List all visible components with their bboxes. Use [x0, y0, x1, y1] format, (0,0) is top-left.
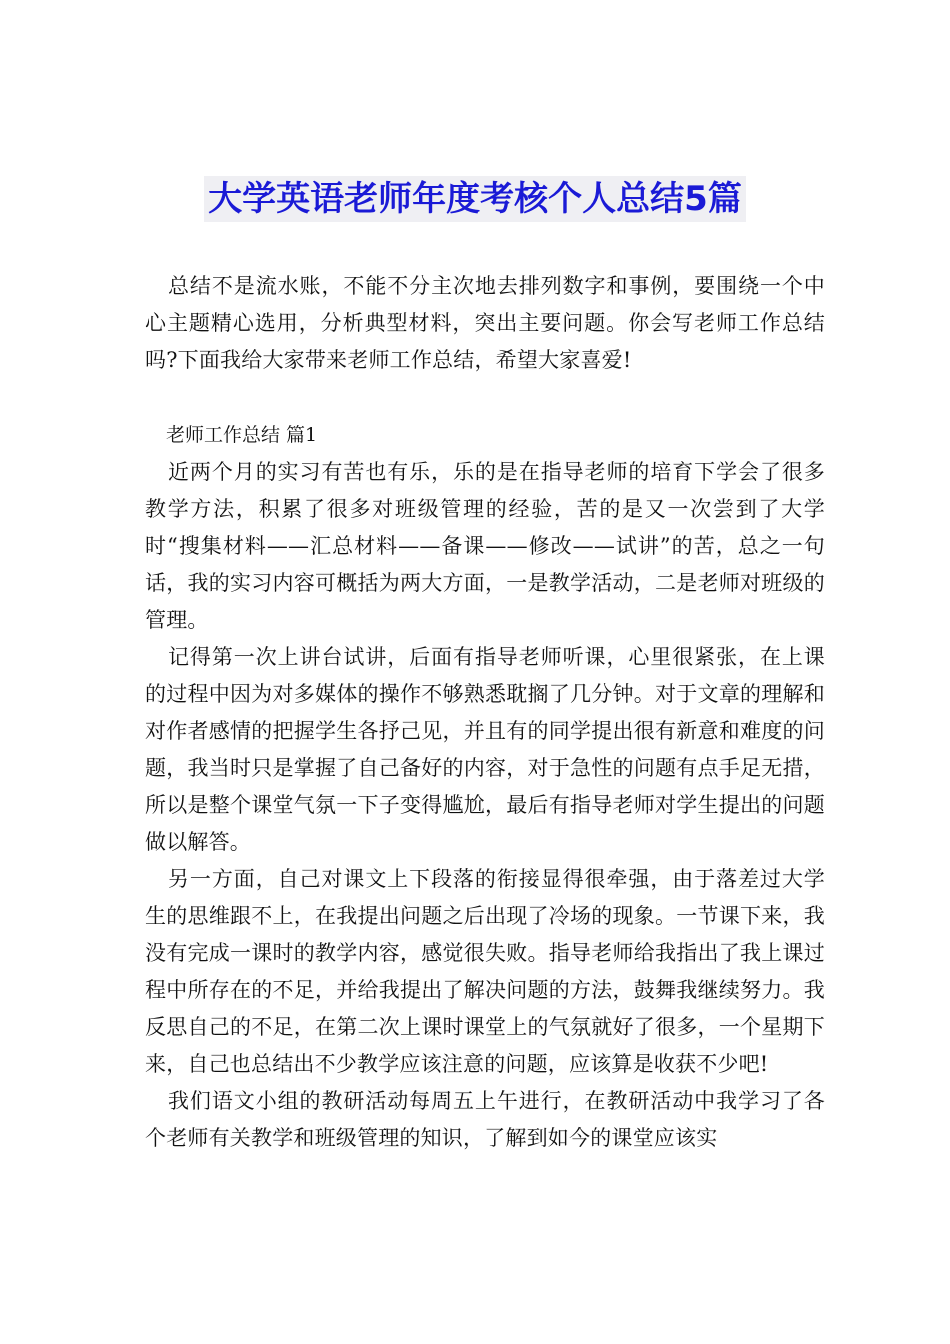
document-title: 大学英语老师年度考核个人总结5篇: [204, 176, 746, 222]
document-body: [145, 268, 825, 1157]
spacer: [145, 379, 825, 417]
body-paragraph-2: 记得第一次上讲台试讲，后面有指导老师听课，心里很紧张，在上课的过程中因为对多媒体的操作不够熟悉耽搁了几分钟。对于文章的理解和对作者感情的把握学生各抒己见，并且有的同学提出很有新意和难度的问题，我当时只是掌握了自己备好的内容，对于急性的问题有点手足无措，所以是整个课堂气氛一下子变得尴尬，最后有指导老师对学生提出的问题做以解答。: [145, 645, 825, 854]
body-paragraph-3: 另一方面，自己对课文上下段落的衔接显得很牵强，由于落差过大学生的思维跟不上，在我提出问题之后出现了冷场的现象。一节课下来，我没有完成一课时的教学内容，感觉很失败。指导老师给我指出了我上课过程中所存在的不足，并给我提出了解决问题的方法，鼓舞我继续努力。我反思自己的不足，在第二次上课时课堂上的气氛就好了很多，一个星期下来，自己也总结出不少教学应该注意的问题，应该算是收获不少吧!: [145, 867, 825, 1076]
body-paragraph-4: 我们语文小组的教研活动每周五上午进行，在教研活动中我学习了各个老师有关教学和班级管理的知识，了解到如今的课堂应该实: [145, 1089, 825, 1150]
body-paragraph-1: 近两个月的实习有苦也有乐，乐的是在指导老师的培育下学会了很多教学方法，积累了很多对班级管理的经验，苦的是又一次尝到了大学时“搜集材料——汇总材料——备课——修改——试讲”的苦，总之一句话，我的实习内容可概括为两大方面，一是教学活动，二是老师对班级的管理。: [145, 460, 825, 632]
title-container: [0, 176, 950, 222]
intro-paragraph: 总结不是流水账，不能不分主次地去排列数字和事例，要围绕一个中心主题精心选用，分析典型材料，突出主要问题。你会写老师工作总结吗?下面我给大家带来老师工作总结，希望大家喜爱!: [145, 274, 825, 372]
section-heading: 老师工作总结 篇1: [166, 424, 318, 446]
